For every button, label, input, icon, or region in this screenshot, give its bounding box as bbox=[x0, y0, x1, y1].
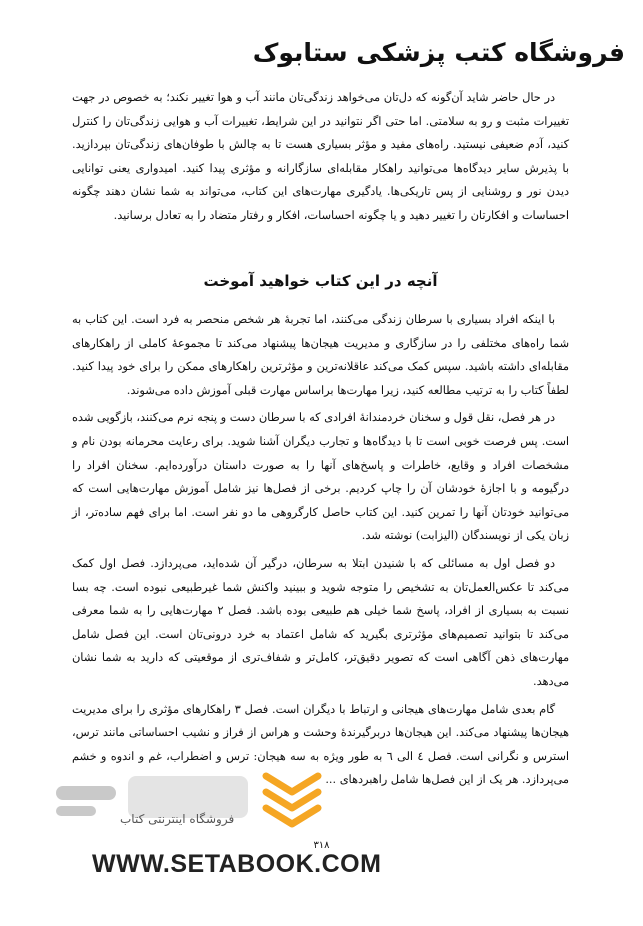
paragraph: گام بعدی شامل مهارت‌های هیجانی و ارتباط با دیگران است. فصل ۳ راهکارهای مؤثری را برای مدیریت هیجان‌ها پیشنهاد می‌کند. این هیجان‌ها دربرگیرندهٔ وحشت و هراس از فراز و نشیب احساساتی مانند ترس، استرس و نگرانی است. فصل ٤ الی ٦ به طور ویژه به سه هیجان: ترس و اضطراب، غم و اندوه و خشم می‌پردازد. هر یک از این فصل‌ها شامل راهبردهای ... bbox=[72, 702, 569, 787]
section-heading: آنچه در این کتاب خواهید آموخت bbox=[203, 272, 438, 290]
setabook-logo-icon bbox=[48, 758, 348, 846]
page-title: فروشگاه کتب پزشکی ستابوک bbox=[252, 38, 625, 67]
paragraph: دو فصل اول به مسائلی که با شنیدن ابتلا به سرطان، درگیر آن شده‌اید، می‌پردازد. فصل اول کمک می‌کند تا عکس‌العمل‌تان به تشخیص را متوجه شوید و ببینید واکنش شما غیرطبیعی نبوده است. چه بسا نسبت به بسیاری از افراد، پاسخ شما خیلی هم طبیعی بوده باشد. فصل ۲ مهارت‌هایی را به شما معرفی می‌کند تا بتوانید تصمیم‌های مؤثرتری بگیرید که شامل اعتماد به خرد درونی‌تان است. این فصل شامل مهارت‌های ذهن آگاهی است که تصویر دقیق‌تر، کامل‌تر و شفاف‌تری از موقعیتی که دارید به شما نشان می‌دهد. bbox=[72, 556, 569, 688]
paragraph: با اینکه افراد بسیاری با سرطان زندگی می‌کنند، اما تجربهٔ هر شخص منحصر به فرد است. این کتاب به شما راه‌های مختلفی را در سازگاری و مدیریت هیجان‌ها پیشنهاد می‌کند تا مجموعهٔ کاملی از راهکارهای مقابله‌ای داشته باشید. سپس کمک می‌کند عاقلانه‌ترین و مؤثرترین راهکارهای ممکن را برای خود پیدا کنید. لطفاً کتاب را به ترتیب مطالعه کنید، زیرا مهارت‌ها براساس مهارت قبلی آموزش داده می‌شوند. bbox=[72, 313, 569, 397]
intro-text: در حال حاضر شاید آن‌گونه که دل‌تان می‌خواهد زندگی‌تان مانند آب و هوا تغییر نکند؛ به خصوص در جهت تغییرات مثبت و رو به سلامتی. اما حتی اگر نتوانید در این شرایط، تغییرات آب و هوایی زندگی‌تان را کنترل کنید، آدم ضعیفی نیستید. راه‌های مفید و مؤثر بسیاری هست تا به چالش با طوفان‌های زندگی‌تان بپردازید. با پذیرش سایر دیدگاه‌ها می‌توانید راهکار مقابله‌ای سازگارانه و مؤثری پیدا کنید. امیدواری یعنی توانایی دیدن نور و روشنایی از پس تاریکی‌ها. یادگیری مهارت‌های این کتاب، می‌تواند به شما نشان دهند چگونه احساسات و افکارتان را تغییر دهید و یا چگونه احساسات، افکار و رفتار متضاد را به تعادل برسانید. bbox=[72, 91, 569, 222]
paragraph: در هر فصل، نقل قول و سخنان خردمندانهٔ افرادی که با سرطان دست و پنجه نرم می‌کنند، بازگویی شده است. پس فرصت خوبی است تا با دیدگاه‌ها و تجارب دیگران آشنا شوید. برای رعایت محرمانه بودن نام و مشخصات افراد و وقایع، خاطرات و پاسخ‌های آنها را به صورت داستان درآورده‌ایم. سخنان افراد را درگیومه و با اجازهٔ خودشان آن را چاپ کردیم. برخی از فصل‌ها نیز شامل آموزش مهارت‌هایی است که می‌توانید خودتان آنها را تمرین کنید. این کتاب حاصل کارگروهی ما دو نفر است. اما برای فهم ساده‌تر، از زبان یکی از نویسندگان (الیزابت) نوشته شد. bbox=[72, 411, 569, 543]
intro-paragraph bbox=[72, 86, 569, 232]
store-name: فروشگاه اینترنتی کتاب bbox=[120, 812, 235, 826]
section-body bbox=[72, 308, 569, 796]
page-number: ۳۱۸ bbox=[313, 840, 330, 851]
site-url[interactable]: WWW.SETABOOK.COM bbox=[92, 850, 382, 878]
